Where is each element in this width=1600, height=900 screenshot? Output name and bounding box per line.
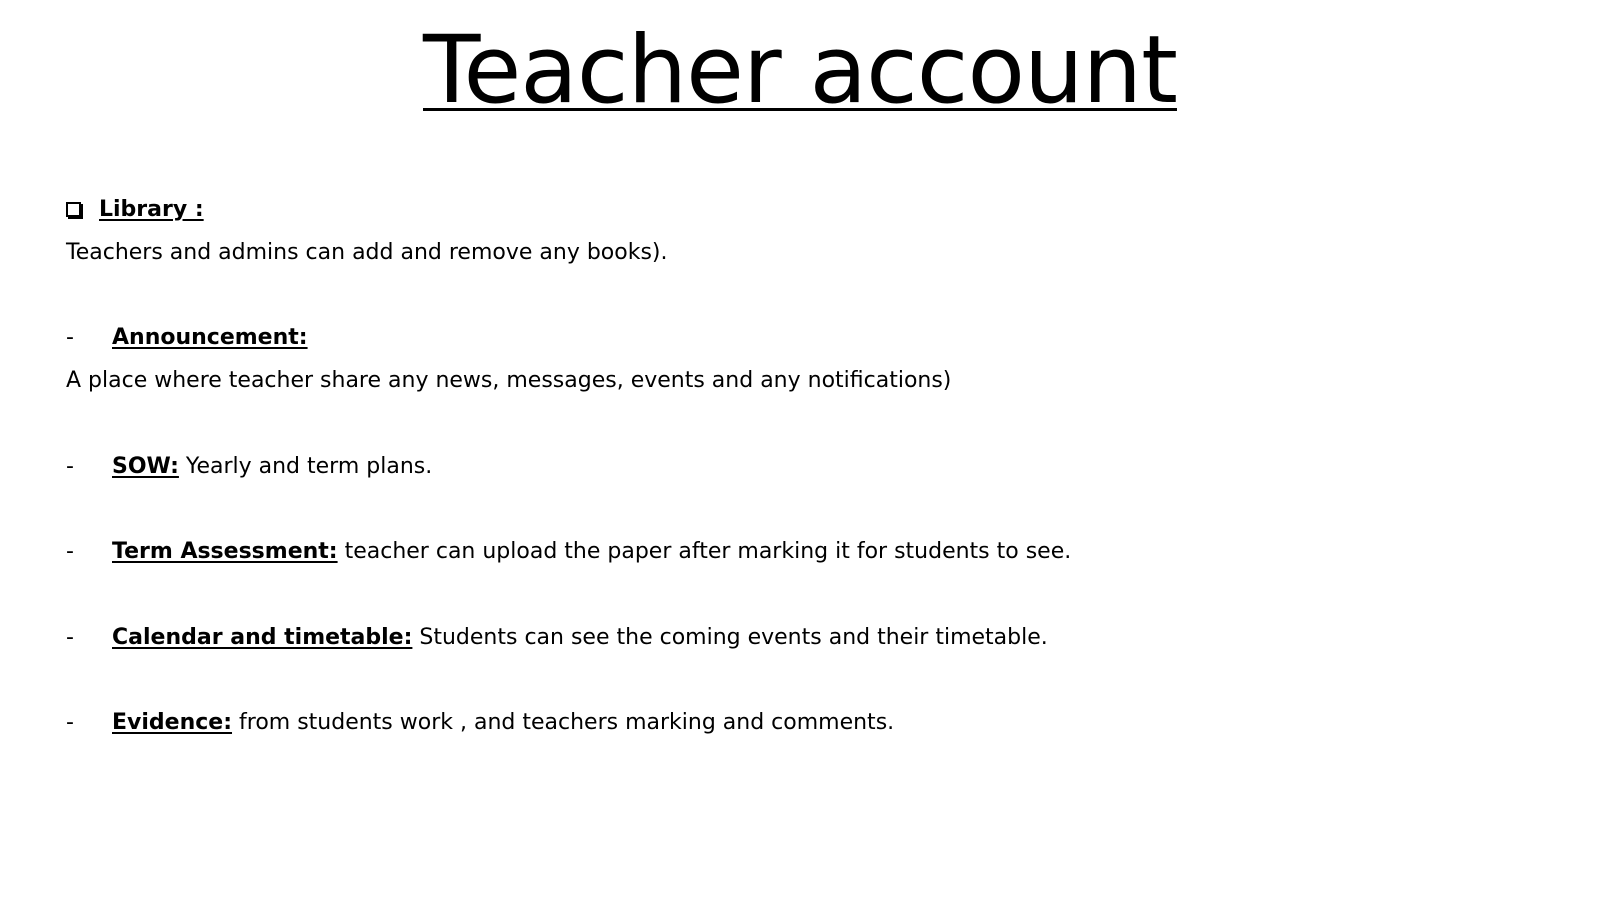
list-item-term-assessment: [66, 538, 1071, 566]
library-description: Teachers and admins can add and remove any books).: [66, 240, 668, 265]
evidence-text: from students work , and teachers marking and comments.: [232, 710, 895, 735]
announcement-heading-row: [66, 324, 308, 352]
sow-text: Yearly and term plans.: [178, 454, 433, 479]
checkbox-icon: [66, 202, 81, 217]
library-heading-row: [66, 196, 204, 224]
calendar-text: Students can see the coming events and their timetable.: [412, 625, 1048, 650]
list-item-calendar: [66, 624, 1048, 652]
bullet-dash: -: [66, 710, 74, 735]
list-item-sow: [66, 453, 432, 481]
term-assessment-heading: Term Assessment:: [112, 539, 338, 564]
sow-heading: SOW:: [112, 454, 179, 479]
announcement-description: A place where teacher share any news, messages, events and any notifications): [66, 368, 952, 393]
term-assessment-text: teacher can upload the paper after marking it for students to see.: [337, 539, 1072, 564]
slide-title: Teacher account: [423, 16, 1177, 125]
bullet-dash: -: [66, 325, 74, 350]
bullet-dash: -: [66, 539, 74, 564]
announcement-heading: Announcement:: [112, 325, 308, 350]
bullet-dash: -: [66, 454, 74, 479]
list-item-evidence: [66, 709, 894, 737]
evidence-heading: Evidence:: [112, 710, 233, 735]
calendar-heading: Calendar and timetable:: [112, 625, 413, 650]
library-heading: Library :: [99, 197, 204, 222]
bullet-dash: -: [66, 625, 74, 650]
